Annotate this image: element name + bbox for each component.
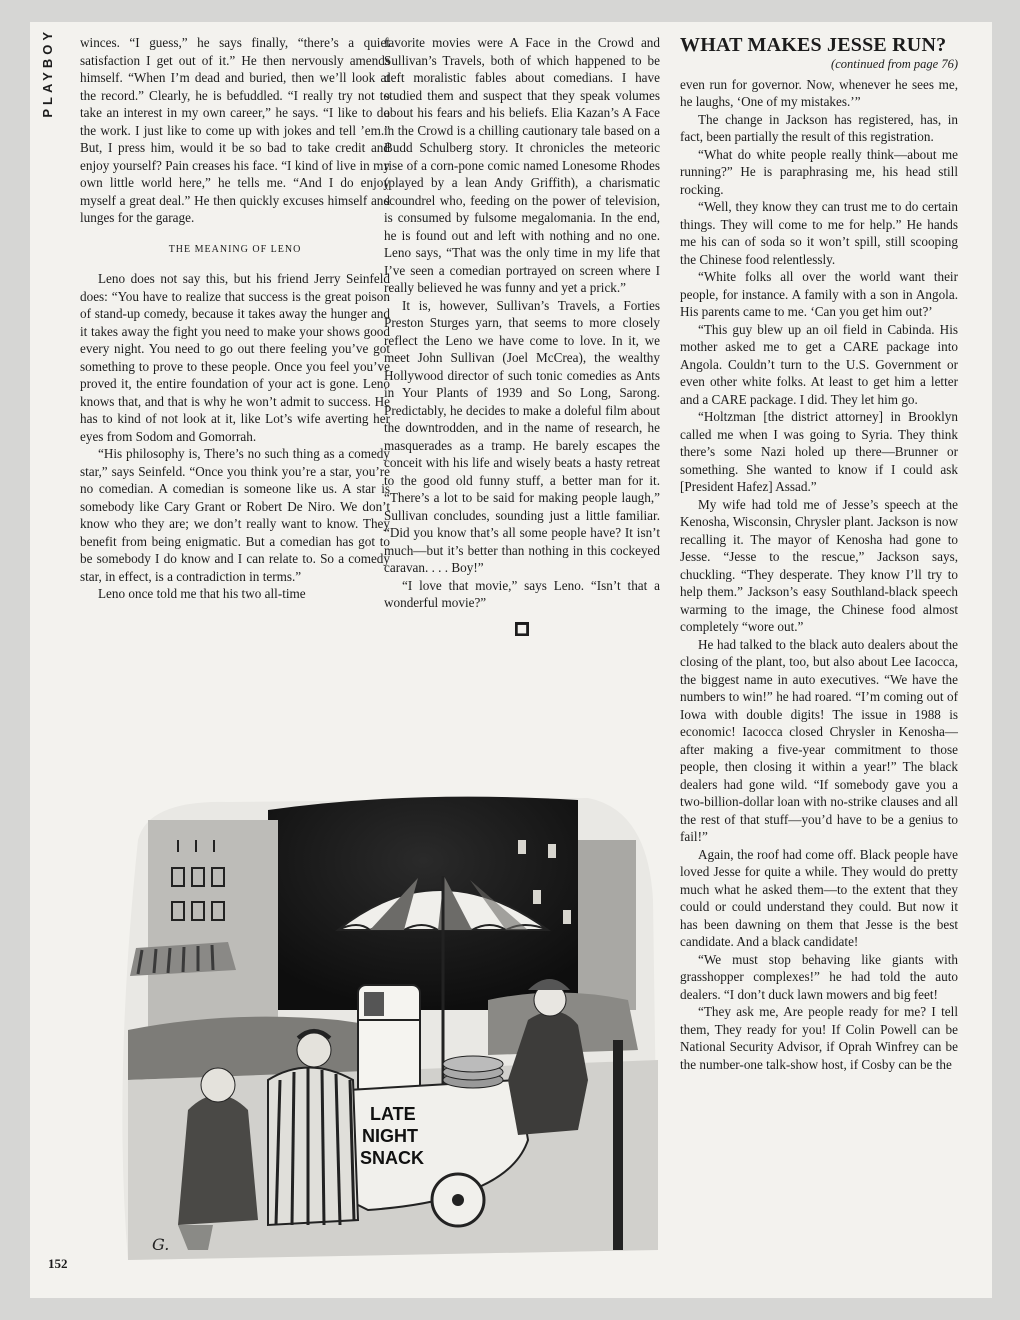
paragraph: “Holtzman [the district attorney] in Brooklyn called me when I was going to Syria. They think there’s some Nazi holed up there—Brunner or something. She wanted to know if I could ask [President Hafez] Assad.” bbox=[680, 409, 958, 494]
paragraph: “What do white people really think—about me running?” He is paraphrasing me, his head still rocking. bbox=[680, 146, 958, 197]
paragraph: The change in Jackson has registered, has, in fact, been partially the result of this registration. bbox=[680, 111, 958, 144]
column-2 bbox=[384, 34, 660, 636]
column-3 bbox=[680, 34, 958, 1073]
cart-sign-line-2: NIGHT bbox=[362, 1126, 418, 1146]
paragraph: It is, however, Sullivan’s Travels, a Forties Preston Sturges yarn, that seems to more closely reflect the Leno we have come to love. In it, we meet John Sullivan (Joel McCrea), the wealthy Hollywood director of such tonic comedies as Ants in Your Plants of 1939 and So Long, Sarong. Predictably, he decides to make a doleful film about the downtrodden, and in the name of research, he masquerades as a tramp. He barely escapes the conceit with his life and wisely beats a hasty retreat to the good old funny stuff, a better man for it. “There’s a lot to be said for making people laugh,” Sullivan concludes, sounding just a little familiar. “Did you know that’s all some people have? It isn’t much—but it’s better than nothing in this cockeyed caravan. . . . Boy!” bbox=[384, 297, 660, 575]
paragraph: My wife had told me of Jesse’s speech at the Kenosha, Wisconsin, Chrysler plant. Jackson is now recalling it. The mayor of Kenosha had gone to Jesse. “Jesse to the rescue,” Jackson says, chuckling. “They desperate. They know I’ll try to help them.” Jackson’s easy Southland-black speech warming to the image, the Chinese food almost completely “wore out.” bbox=[680, 496, 958, 634]
paragraph: even run for governor. Now, whenever he sees me, he laughs, ‘One of my mistakes.’” bbox=[680, 76, 958, 109]
paragraph: Again, the roof had come off. Black people have loved Jesse for quite a while. They would do pretty much what he asked them—to the extent that they could or could understand they could. But now it has been dawning on them that Jesse is the best candidate. And a black candidate! bbox=[680, 846, 958, 949]
cartoon-illustration bbox=[108, 780, 664, 1266]
paragraph: He had talked to the black auto dealers about the closing of the plant, too, but also about Lee Iacocca, the biggest name in auto executives. “We have the numbers to win!” he had roared. “I’m coming out of Iowa with double digits! The issue in 1988 is economic! Iacocca closed Chrysler in Kenosha—after making a five-year commitment to those people, then closing it within a year!” The black dealers had gone wild. “If somebody gave you a two-billion-dollar loan with no-strike clauses and all the rest of that stuff—you’d have to be a genius to fail!” bbox=[680, 636, 958, 844]
refrigerator bbox=[358, 985, 420, 1095]
paragraph: Leno does not say this, but his friend Jerry Seinfeld does: “You have to realize that success is the great poison of stand-up comedy, because it takes away the hunger and it takes away the fight you need to make your shows good every night. You need to go out there feeling you’ve got something to prove to these people. Once you feel you’ve proved it, the entire foundation of your act is gone. Leno knows that, and that is why he won’t admit to success. He has to kind of not look at it, like Lot’s wife averting her eyes from Sodom and Gomorrah. bbox=[80, 271, 390, 444]
paragraph: “This guy blew up an oil field in Cabinda. His mother asked me to get a CARE package into Angola. Couldn’t turn to the U.S. Government or even other white folks. At least to get him a letter and a CARE package. I did. They let him go. bbox=[680, 321, 958, 407]
continued-from-note: (continued from page 76) bbox=[831, 57, 958, 71]
cart-sign-line-1: LATE bbox=[370, 1104, 416, 1124]
artist-signature: G. bbox=[152, 1235, 170, 1254]
paragraph: “We must stop behaving like giants with grasshopper complexes!” he had told the auto dealers. “I don’t duck lawn mowers and big feet! bbox=[680, 951, 958, 1002]
paragraph: “His philosophy is, There’s no such thing as a comedy star,” says Seinfeld. “Once you think you’re a star, you’re no comedian. A comedian is someone like us. A star is somebody like Cary Grant or Robert De Niro. We don’t know who they are; we don’t really want to know. They benefit from being enigmatic. But a comedian has got to be somebody I do know and I can relate to. So a comedy star, in effect, is a contradiction in terms.” bbox=[80, 446, 390, 584]
end-of-article-icon: ■ bbox=[516, 621, 528, 635]
cart-sign-line-3: SNACK bbox=[360, 1148, 425, 1168]
paragraph: “Well, they know they can trust me to do certain things. They will come to me for help.” He hands me his can of soda so it won’t spill, still scooping the Chinese food relentlessly. bbox=[680, 199, 958, 267]
article-headline: WHAT MAKES JESSE RUN? bbox=[680, 34, 947, 56]
paragraph: “I love that movie,” says Leno. “Isn’t that a wonderful movie?” bbox=[384, 577, 660, 610]
page-number: 152 bbox=[48, 1256, 68, 1271]
section-subhead: THE MEANING OF LENO bbox=[168, 243, 302, 255]
magazine-name: PLAYBOY bbox=[40, 28, 55, 118]
paragraph: “They ask me, Are people ready for me? I tell them, They ready for you! If Colin Powell can be National Security Advisor, if Oprah Winfrey can be the number-one talk-show host, if Cosby can be the bbox=[680, 1004, 958, 1072]
paragraph: favorite movies were A Face in the Crowd and Sullivan’s Travels, both of which happened to be deft moralistic fables about comedians. I have studied them and suspect that they speak volumes about his fears and his beliefs. Elia Kazan’s A Face in the Crowd is a chilling cautionary tale based on a Budd Schulberg story. It chronicles the meteoric rise of a corn-pone comic named Lonesome Rhodes (played by a lean Andy Griffith), a charismatic scoundrel who, feeding on the power of television, is consumed by fulsome megalomania. In the end, he is found out and left with nothing and no one. Leno says, “That was the only time in my life that I’ve seen a comedian portrayed on screen where I really believed he was funny and yet a prick.” bbox=[384, 35, 660, 295]
paragraph: Leno once told me that his two all-time bbox=[98, 586, 306, 601]
magazine-page bbox=[30, 22, 992, 1298]
paragraph: winces. “I guess,” he says finally, “there’s a quiet satisfaction I get out of it.” He then nervously amends himself. “When I’m dead and buried, then we’ll look at the record.” Clearly, he is befuddled. “I really try not to take an interest in my own career,” he says. “I like to do the work. I just like to come up with jokes and tell ’em.” But, I press him, would it be so bad to take credit and enjoy yourself? Pain creases his face. “I kind of live in my own little world here,” he tells me. “And I do enjoy myself a great deal.” He then quickly excuses himself and lunges for the garage. bbox=[80, 35, 390, 225]
column-1 bbox=[80, 34, 390, 603]
paragraph: “White folks all over the world want their people, for instance. A family with a son in Angola. His parents came to me. ‘Can you get him out?’ bbox=[680, 269, 958, 319]
